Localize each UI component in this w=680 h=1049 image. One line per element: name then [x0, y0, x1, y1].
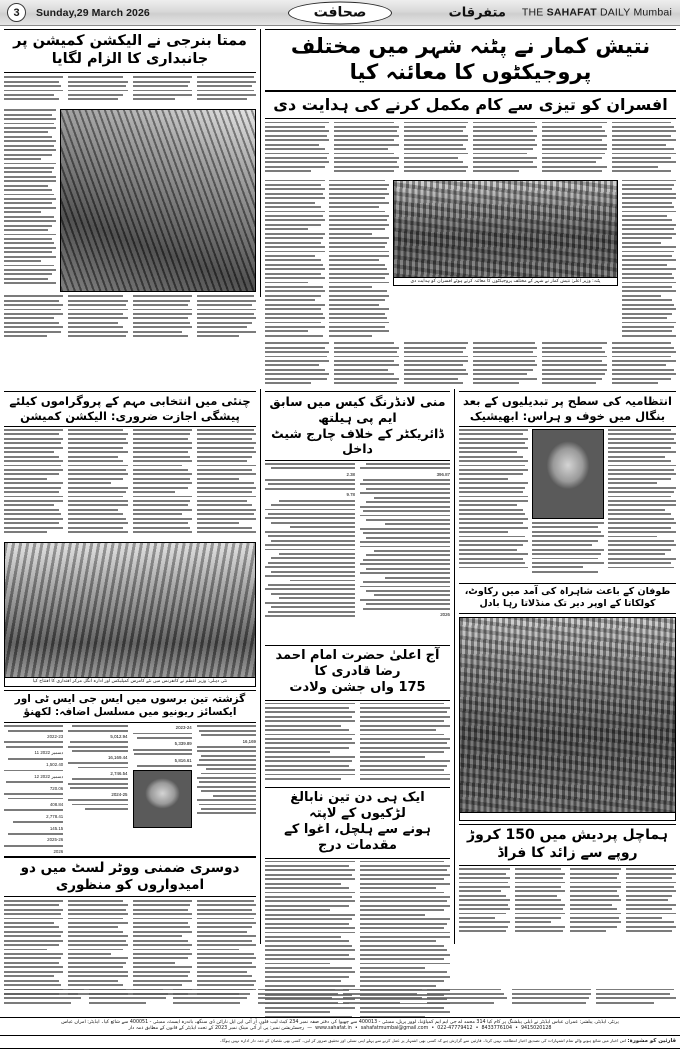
- body-column: [334, 122, 398, 177]
- footer-phone-editor[interactable]: 9415020128: [520, 1026, 552, 1032]
- chennai-body: [4, 429, 256, 539]
- footer-sep: •: [429, 1026, 438, 1032]
- footer-contact-row: [4, 1026, 676, 1033]
- crowd-photo-wrap: [393, 180, 618, 340]
- official-portrait-photo: [133, 770, 192, 828]
- body-column: [612, 342, 676, 387]
- divider: [4, 29, 256, 30]
- body-column: [473, 342, 537, 387]
- column-divider: [260, 29, 261, 297]
- divider: [265, 118, 676, 119]
- divider: [265, 29, 676, 30]
- footer-jump-columns: [4, 989, 676, 1015]
- body-column: [626, 868, 677, 940]
- crowd-photo: [393, 180, 618, 278]
- divider: [4, 856, 256, 858]
- headline-missing-girls-1: ایک ہی دن تین نابالغ لڑکیوں کے لاپتہ: [290, 789, 425, 821]
- footer-website[interactable]: www.sahafat.in: [315, 1026, 352, 1032]
- headline-mamata: ممتا بنرجی نے الیکشن کمیشن پر جانبداری کا الزام لگایا: [13, 33, 247, 68]
- headline-by-election: دوسری ضمنی ووٹر لسٹ میں دو امیدواروں کو منظوری: [20, 860, 240, 893]
- himachal-body: [459, 868, 676, 940]
- body-column: [343, 989, 423, 1015]
- headline-chennai-box: [4, 391, 256, 427]
- figure-amount: 1,502.40: [46, 762, 64, 768]
- divider: [4, 72, 256, 73]
- footer-imprint-band: [0, 1017, 680, 1037]
- raza-body: [265, 703, 450, 785]
- rally-photo-row: [4, 109, 256, 292]
- divider: [4, 896, 256, 897]
- body-column: [329, 180, 389, 340]
- figure-fy: 2022-23: [47, 734, 64, 740]
- divider: [265, 90, 676, 92]
- body-column: [612, 122, 676, 177]
- revenue-figures-col-1: [4, 725, 64, 855]
- body-column: [596, 989, 676, 1015]
- figure-year: 2026: [53, 849, 64, 855]
- body-column: [473, 122, 537, 177]
- by-election-block: [4, 856, 256, 1005]
- headline-ml-box: [265, 391, 450, 461]
- body-column: [4, 76, 63, 106]
- figure-fy: 2024-25: [111, 791, 128, 797]
- headline-missing-girls-2: ہونے سے ہلچل، اغوا کے مقدمات درج: [284, 822, 431, 854]
- body-column: [570, 868, 621, 940]
- masthead: [0, 0, 680, 26]
- storm-photo-caption: [459, 813, 676, 821]
- figure-fy: 2025-26: [47, 837, 64, 843]
- footer-phone-mobile[interactable]: 8433776104: [481, 1026, 513, 1032]
- figure-amount: 396.87: [436, 471, 450, 477]
- headline-raza-2: 175 واں جشن ولادت: [289, 680, 426, 696]
- figure-amount: 5,816.61: [174, 757, 192, 763]
- footer-email[interactable]: sahafatmumbai@gmail.com: [360, 1026, 429, 1032]
- revenue-figures-col-4: [197, 725, 256, 843]
- figure-amount: 2.38: [346, 471, 355, 477]
- rally-photo: [60, 109, 256, 292]
- portrait-wrap: [532, 429, 604, 581]
- figure-amount: 408.84: [49, 802, 64, 808]
- body-column: [265, 122, 329, 177]
- figure-amount: 2,778.41: [46, 813, 64, 819]
- body-column: [334, 342, 398, 387]
- masthead-prefix: THE: [521, 6, 547, 19]
- body-column: [459, 868, 510, 940]
- body-column: [512, 989, 592, 1015]
- body-column: [258, 989, 338, 1015]
- body-column: [133, 295, 192, 343]
- headline-girls-box: [265, 787, 450, 859]
- figure-amount: 9.78: [346, 492, 355, 498]
- body-column: [133, 429, 192, 539]
- storm-street-photo: [459, 617, 676, 813]
- mamata-intro-columns: [4, 76, 256, 106]
- headline-himachal-box: [459, 824, 676, 866]
- headline-money-laundering-2: ڈائریکٹر کے خلاف چارج شیٹ داخل: [271, 425, 444, 457]
- footer-advice-label: قارئین کو مشورہ:: [627, 1038, 676, 1045]
- headline-himachal-fraud: ہماچل پردیش میں 150 کروڑ روپے سے زائد کا فراڈ: [467, 827, 668, 861]
- body-column: [265, 180, 325, 340]
- figure-fy: 2023-24: [175, 725, 192, 731]
- headline-money-laundering-1: منی لانڈرنگ کیس میں سابق ایم پی ہیلتھ: [269, 394, 446, 425]
- headline-nitish-lead: نتیش کمار نے پٹنہ شہر میں مختلف پروجیکٹوں کا معائنہ کیا: [290, 34, 651, 85]
- headline-chennai: چنئی میں انتخابی مہم کے پروگراموں کیلئے پیشگی اجازت ضروری: الیکشن کمیشن: [9, 394, 251, 423]
- masthead-english-title: [522, 7, 672, 19]
- headline-storm: طوفان کے باعث شاہراہ کی آمد میں رکاوٹ، کولکاتا کے اوپر دیر تک منڈلاتا رہا بادل: [464, 586, 671, 609]
- revenue-body: [4, 725, 256, 855]
- body-column: [4, 109, 56, 292]
- body-column: [265, 463, 355, 643]
- figure-date: 11 دسمبر 2022: [34, 750, 64, 756]
- page-footer: [0, 989, 680, 1049]
- body-column: [4, 429, 63, 539]
- ribbon-photo-caption: نئی دہلی: وزیر اعظم نے کانفرنس میں نئے کامرس کمپلیکس اور ادارہ انگل مرکز اقتداری کا افتتاح کیا: [4, 678, 256, 687]
- headline-nitish-sub: افسران کو تیزی سے کام مکمل کرنے کی ہدایت دی: [273, 94, 668, 114]
- body-column: [197, 429, 256, 539]
- body-column: [89, 989, 169, 1015]
- body-column: [173, 989, 253, 1015]
- masthead-brand: SAHAFAT: [546, 6, 597, 19]
- body-column: [133, 76, 192, 106]
- body-column: [608, 429, 677, 581]
- figure-amount: 5,012.94: [110, 734, 128, 740]
- body-column: [265, 342, 329, 387]
- body-column: [404, 122, 468, 177]
- body-column: [197, 76, 256, 106]
- masthead-suffix: DAILY Mumbai: [596, 6, 672, 19]
- middle-right-column: [459, 389, 676, 1030]
- body-column: [404, 342, 468, 387]
- figure-amount: 16,169: [242, 738, 256, 744]
- nitish-body-bottom: [265, 342, 676, 387]
- figure-amount: 2,746.54: [110, 771, 128, 777]
- body-column: [427, 989, 507, 1015]
- headline-revenue: گزشتہ تین برسوں میں ایس جی ایس ٹی اور ایکسائز ریونیو میں مسلسل اضافہ: لکھنؤ: [14, 692, 246, 719]
- body-column: [68, 76, 127, 106]
- footer-phone-office[interactable]: 022-47779412: [437, 1026, 473, 1032]
- accused-portrait-photo: [532, 429, 604, 519]
- body-column: [4, 295, 63, 343]
- footer-sep: —: [304, 1026, 314, 1032]
- figure-amount: 16,169.44: [107, 754, 128, 760]
- sahafat-logo: صحافت: [288, 1, 392, 24]
- body-column: [265, 703, 355, 785]
- body-column: [4, 989, 84, 1015]
- masthead-right: [449, 5, 672, 20]
- body-column: [532, 522, 604, 573]
- headline-revenue-box: [4, 690, 256, 723]
- body-column: [459, 429, 528, 581]
- footer-registration: رجسٹریشن نمبر: پی آر آئی مینک نمبر 2023 کے تحت ایڈیٹر کے قانون کے مطابق ذمہ دار: [128, 1026, 305, 1032]
- column-divider: [260, 389, 261, 944]
- revenue-figures-col-2: [68, 725, 127, 843]
- figure-amount: 720.06: [49, 785, 64, 791]
- footer-sep: •: [513, 1026, 521, 1032]
- body-column: [68, 295, 127, 343]
- top-zone: [0, 26, 680, 387]
- ribbon-photo-wrap: [4, 542, 256, 687]
- headline-bengal: انتظامیہ کی سطح پر تبدیلیوں کے بعد بنگال میں خوف و ہراس: ابھیشیک: [463, 394, 672, 423]
- headline-bengal-box: [459, 391, 676, 427]
- body-column: [360, 463, 450, 643]
- headline-storm-box: [459, 583, 676, 614]
- section-title: متفرقات: [448, 5, 506, 20]
- body-column: [515, 868, 566, 940]
- body-column: [197, 295, 256, 343]
- footer-sep: •: [353, 1026, 361, 1032]
- nitish-body-top: [265, 122, 676, 177]
- left-top-column: [4, 29, 256, 387]
- page-number-badge: 3: [7, 3, 26, 22]
- nitish-photo-row: [265, 180, 676, 340]
- mamata-tail-columns: [4, 295, 256, 343]
- bengal-body: [459, 429, 676, 581]
- body-column: [542, 342, 606, 387]
- revenue-figures-col-3: [133, 725, 192, 843]
- right-top-column: [265, 29, 676, 387]
- figure-amount: 145.15: [49, 825, 64, 831]
- body-column: [622, 180, 676, 340]
- footer-jump-text: [0, 989, 680, 1017]
- figure-date: 12 دسمبر 2022: [34, 773, 64, 779]
- storm-photo-wrap: [459, 617, 676, 821]
- middle-center-column: [265, 389, 450, 1030]
- footer-advice-text: اس اخبار میں شائع ہونے والے تمام اشتہارات کی تصدیق اخبار انتظامیہ نہیں کرتا۔ قارئین سے گزارش ہے کہ کسی بھی اشتہار پر عمل کرنے سے پہلے اپنی تسلی اور تحقیق ضرور کر لیں۔ کسی بھی نقصان کے ذمہ دار ادارہ نہیں ہوگا۔: [219, 1038, 627, 1044]
- headline-raza-box: [265, 645, 450, 701]
- crowd-photo-caption: پٹنہ: وزیر اعلیٰ نتیش کمار نے شہر کے مختلف پروجیکٹوں کا معائنہ کرتے ہوئے افسران کو ہدایت دی: [393, 278, 618, 287]
- body-column: [542, 122, 606, 177]
- figure-year: 2026: [440, 612, 450, 618]
- headline-raza-1: آج اعلیٰ حضرت امام احمد رضا قادری کا: [275, 647, 440, 679]
- footer-imprint: پرنٹر، ایڈیٹر، پبلشر: عمران عباس ایڈیٹر نے ڈیلی پبلشنگ پر کام کیا 314 محمد اے جی ایم ایم کمپاؤنڈ، لوور پریل، ممبئی - 400013 سے چھپوا کر، دفتر صفہ نمبر 234 کیٹ لیب فلور، آر آئی این ایل نارائن ڈی سنگھ، باندرہ ایسٹ، ممبئی - 400051 سے شائع کیا۔ ایڈیٹر: امران عباس: [61, 1019, 619, 1025]
- column-divider: [454, 389, 455, 944]
- footer-reader-advice: [0, 1036, 680, 1049]
- ml-body: [265, 463, 450, 643]
- footer-sep: •: [474, 1026, 482, 1032]
- body-column: [360, 703, 450, 785]
- ribbon-cutting-photo: [4, 542, 256, 678]
- publication-date: Sunday,29 March 2026: [36, 6, 150, 19]
- figure-amount: 5,339.89: [174, 741, 192, 747]
- body-column: [68, 429, 127, 539]
